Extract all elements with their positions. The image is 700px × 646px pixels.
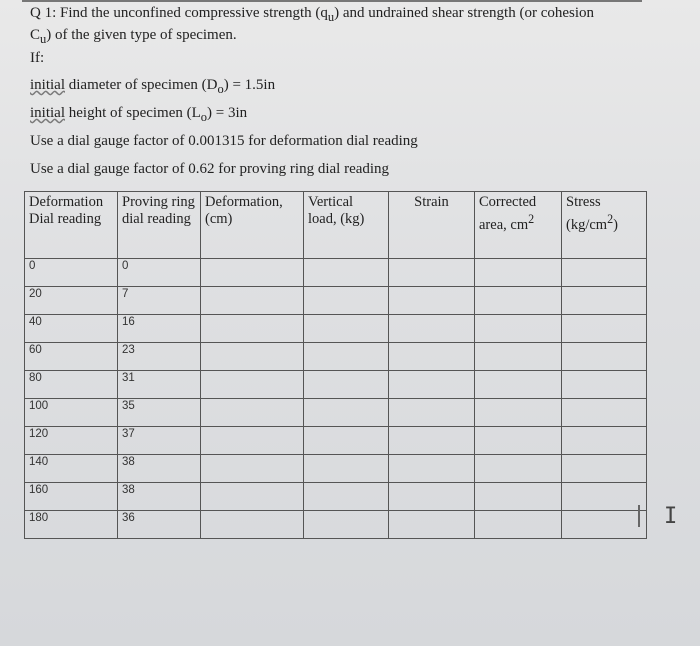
cell-stress — [562, 427, 647, 455]
table-row — [25, 427, 647, 455]
text-cursor-icon: I — [664, 504, 678, 529]
cell-deformation-dial: 160 — [25, 483, 118, 511]
header-deformation-dial: Deformation Dial reading — [25, 192, 118, 259]
cell-deformation-dial: 20 — [25, 287, 118, 315]
cell-corrected-area — [475, 427, 562, 455]
data-table-wrapper — [24, 191, 647, 539]
cell-proving-ring: 16 — [118, 315, 201, 343]
cell-vertical-load — [304, 399, 389, 427]
cell-corrected-area — [475, 371, 562, 399]
diameter-rest: diameter of specimen (D — [65, 77, 218, 93]
diameter-sub: o — [217, 82, 224, 96]
table-body — [25, 259, 647, 539]
height-value: ) = 3in — [207, 105, 248, 121]
cell-deformation-dial: 140 — [25, 455, 118, 483]
cell-deformation-cm — [201, 259, 304, 287]
cell-vertical-load — [304, 483, 389, 511]
question-line2-b: ) of the given type of specimen. — [46, 27, 237, 43]
cell-stress — [562, 343, 647, 371]
cell-deformation-dial: 100 — [25, 399, 118, 427]
header-strain: Strain — [389, 192, 475, 259]
question-line2-a: C — [30, 27, 41, 43]
question-text — [30, 4, 670, 48]
cell-strain — [389, 343, 475, 371]
cell-strain — [389, 259, 475, 287]
cell-vertical-load — [304, 287, 389, 315]
header-stress-sup: 2 — [607, 212, 614, 226]
table-row — [25, 287, 647, 315]
cell-proving-ring: 38 — [118, 483, 201, 511]
top-border — [22, 0, 642, 2]
height-sub: o — [200, 110, 208, 124]
cell-deformation-cm — [201, 287, 304, 315]
cell-deformation-dial: 180 — [25, 511, 118, 539]
deformation-dial-factor: Use a dial gauge factor of 0.001315 for deformation dial reading — [30, 133, 418, 149]
cell-vertical-load — [304, 455, 389, 483]
cell-deformation-cm — [201, 427, 304, 455]
cell-deformation-cm — [201, 511, 304, 539]
header-corrected-area — [475, 192, 562, 259]
cell-vertical-load — [304, 315, 389, 343]
table-header-row — [25, 192, 647, 259]
cell-proving-ring: 7 — [118, 287, 201, 315]
cell-strain — [389, 287, 475, 315]
cell-stress — [562, 511, 647, 539]
cell-strain — [389, 399, 475, 427]
header-stress — [562, 192, 647, 259]
question-line1-b: ) and undrained shear strength (or cohesion — [334, 5, 595, 21]
cell-corrected-area — [475, 287, 562, 315]
cell-stress — [562, 315, 647, 343]
cell-deformation-dial: 80 — [25, 371, 118, 399]
cell-deformation-cm — [201, 343, 304, 371]
table-row — [25, 315, 647, 343]
table-row — [25, 343, 647, 371]
cell-strain — [389, 315, 475, 343]
cell-deformation-cm — [201, 371, 304, 399]
table-row — [25, 483, 647, 511]
cell-strain — [389, 427, 475, 455]
cell-vertical-load — [304, 427, 389, 455]
data-table — [24, 191, 647, 539]
cell-corrected-area — [475, 511, 562, 539]
cell-proving-ring: 0 — [118, 259, 201, 287]
diameter-word: initial — [30, 77, 65, 93]
cell-corrected-area — [475, 399, 562, 427]
cell-corrected-area — [475, 259, 562, 287]
cell-vertical-load — [304, 343, 389, 371]
header-proving-ring: Proving ring dial reading — [118, 192, 201, 259]
cell-stress — [562, 483, 647, 511]
header-deformation-cm: Deformation, (cm) — [201, 192, 304, 259]
cell-deformation-dial: 60 — [25, 343, 118, 371]
cell-deformation-cm — [201, 315, 304, 343]
cell-proving-ring: 38 — [118, 455, 201, 483]
header-corrected-area-sup: 2 — [528, 212, 535, 226]
cell-proving-ring: 23 — [118, 343, 201, 371]
text-caret — [638, 505, 640, 527]
height-rest: height of specimen (L — [65, 105, 201, 121]
cell-corrected-area — [475, 315, 562, 343]
cell-vertical-load — [304, 511, 389, 539]
cell-stress — [562, 287, 647, 315]
cell-stress — [562, 455, 647, 483]
proving-ring-dial-factor: Use a dial gauge factor of 0.62 for proving ring dial reading — [30, 161, 390, 177]
cell-deformation-dial: 40 — [25, 315, 118, 343]
cell-deformation-cm — [201, 399, 304, 427]
cell-proving-ring: 36 — [118, 511, 201, 539]
table-row — [25, 399, 647, 427]
cell-strain — [389, 511, 475, 539]
diameter-line — [30, 77, 275, 97]
question-line2 — [30, 26, 670, 48]
table-row — [25, 371, 647, 399]
header-corrected-area-text: Corrected area, cm — [479, 194, 537, 233]
cell-corrected-area — [475, 483, 562, 511]
cell-deformation-dial: 0 — [25, 259, 118, 287]
cell-vertical-load — [304, 259, 389, 287]
question-line1-sub: u — [327, 10, 335, 24]
header-vertical-load: Vertical load, (kg) — [304, 192, 389, 259]
cell-proving-ring: 35 — [118, 399, 201, 427]
height-line — [30, 105, 247, 125]
cell-stress — [562, 371, 647, 399]
cell-deformation-dial: 120 — [25, 427, 118, 455]
table-row — [25, 511, 647, 539]
question-line1-a: Q 1: Find the unconfined compressive strength (q — [30, 5, 328, 21]
cell-proving-ring: 37 — [118, 427, 201, 455]
cell-vertical-load — [304, 371, 389, 399]
cell-corrected-area — [475, 455, 562, 483]
cell-corrected-area — [475, 343, 562, 371]
cell-strain — [389, 455, 475, 483]
header-stress-close: ) — [613, 216, 618, 233]
header-stress-text: Stress (kg/cm — [566, 194, 608, 233]
cell-stress — [562, 399, 647, 427]
cell-strain — [389, 371, 475, 399]
cell-strain — [389, 483, 475, 511]
height-word: initial — [30, 105, 65, 121]
table-row — [25, 455, 647, 483]
if-label: If: — [30, 50, 45, 66]
diameter-value: ) = 1.5in — [223, 77, 276, 93]
cell-proving-ring: 31 — [118, 371, 201, 399]
cell-deformation-cm — [201, 455, 304, 483]
table-row — [25, 259, 647, 287]
cell-deformation-cm — [201, 483, 304, 511]
question-line2-sub: u — [40, 32, 47, 46]
cell-stress — [562, 259, 647, 287]
